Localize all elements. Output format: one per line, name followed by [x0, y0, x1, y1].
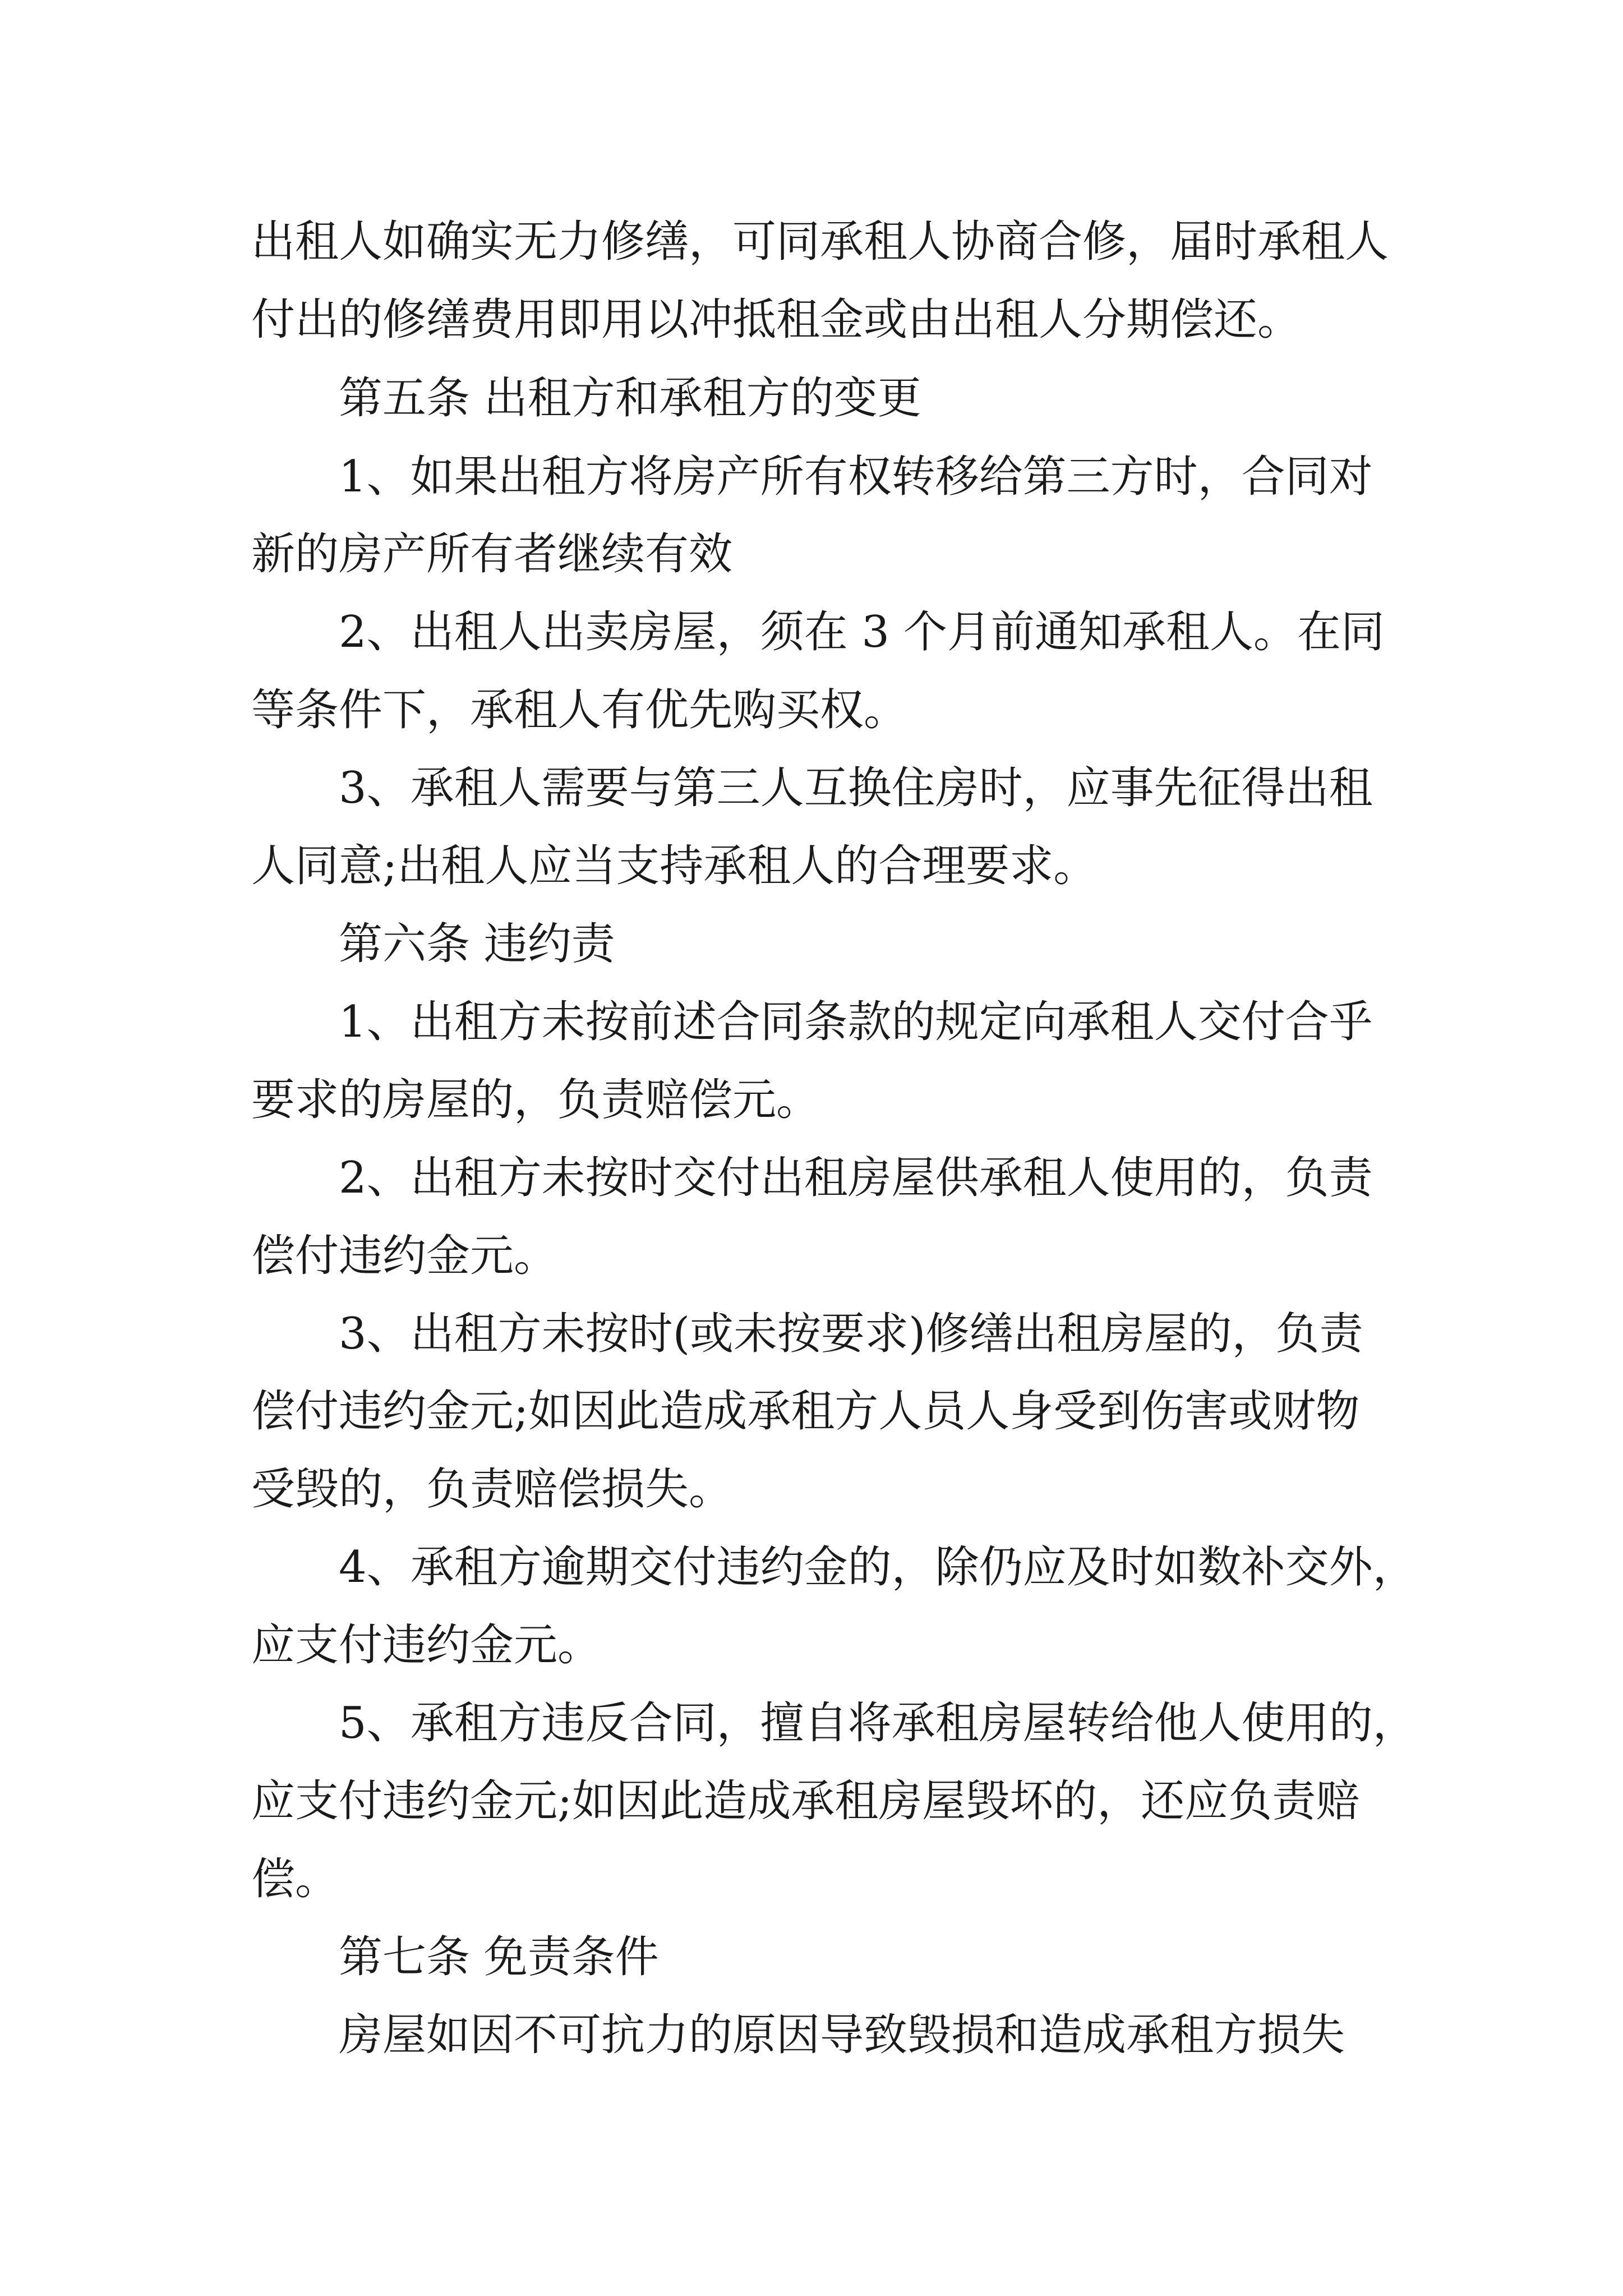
- text-line: 偿付违约金元。: [251, 1231, 558, 1281]
- text-line: 1、如果出租方将房产所有权转移给第三方时，合同对: [339, 452, 1373, 502]
- text-line: 偿付违约金元;如因此造成承租方人员人身受到伤害或财物: [251, 1386, 1360, 1437]
- text-line: 2、出租方未按时交付出租房屋供承租人使用的，负责: [339, 1153, 1373, 1203]
- text-line: 2、出租人出卖房屋，须在 3 个月前通知承租人。在同: [339, 607, 1385, 657]
- text-line: 1、出租方未按前述合同条款的规定向承租人交付合乎: [339, 997, 1373, 1047]
- text-line: 偿。: [251, 1854, 339, 1904]
- section-heading: 第六条 违约责: [339, 919, 615, 969]
- text-line: 新的房产所有者继续有效: [251, 529, 733, 579]
- text-line: 受毁的，负责赔偿损失。: [251, 1464, 733, 1515]
- text-line: 要求的房屋的，负责赔偿元。: [251, 1075, 820, 1125]
- section-heading: 第五条 出租方和承租方的变更: [339, 373, 921, 424]
- text-line: 5、承租方违反合同，擅自将承租房屋转给他人使用的，: [339, 1698, 1417, 1749]
- section-heading: 第七条 免责条件: [339, 1932, 659, 1982]
- text-line: 出租人如确实无力修缮，可同承租人协商合修，届时承租人: [251, 217, 1389, 267]
- text-line: 应支付违约金元;如因此造成承租房屋毁坏的，还应负责赔: [251, 1776, 1360, 1826]
- text-line: 房屋如因不可抗力的原因导致毁损和造成承租方损失: [339, 2010, 1345, 2060]
- text-line: 3、承租人需要与第三人互换住房时，应事先征得出租: [339, 763, 1373, 813]
- text-line: 应支付违约金元。: [251, 1620, 602, 1671]
- text-line: 付出的修缮费用即用以冲抵租金或由出租人分期偿还。: [251, 295, 1302, 345]
- text-line: 等条件下，承租人有优先购买权。: [251, 685, 908, 735]
- text-line: 3、出租方未按时(或未按要求)修缮出租房屋的，负责: [339, 1309, 1363, 1359]
- text-line: 人同意;出租人应当支持承租人的合理要求。: [251, 841, 1098, 891]
- text-line: 4、承租方逾期交付违约金的，除仍应及时如数补交外，: [339, 1542, 1417, 1593]
